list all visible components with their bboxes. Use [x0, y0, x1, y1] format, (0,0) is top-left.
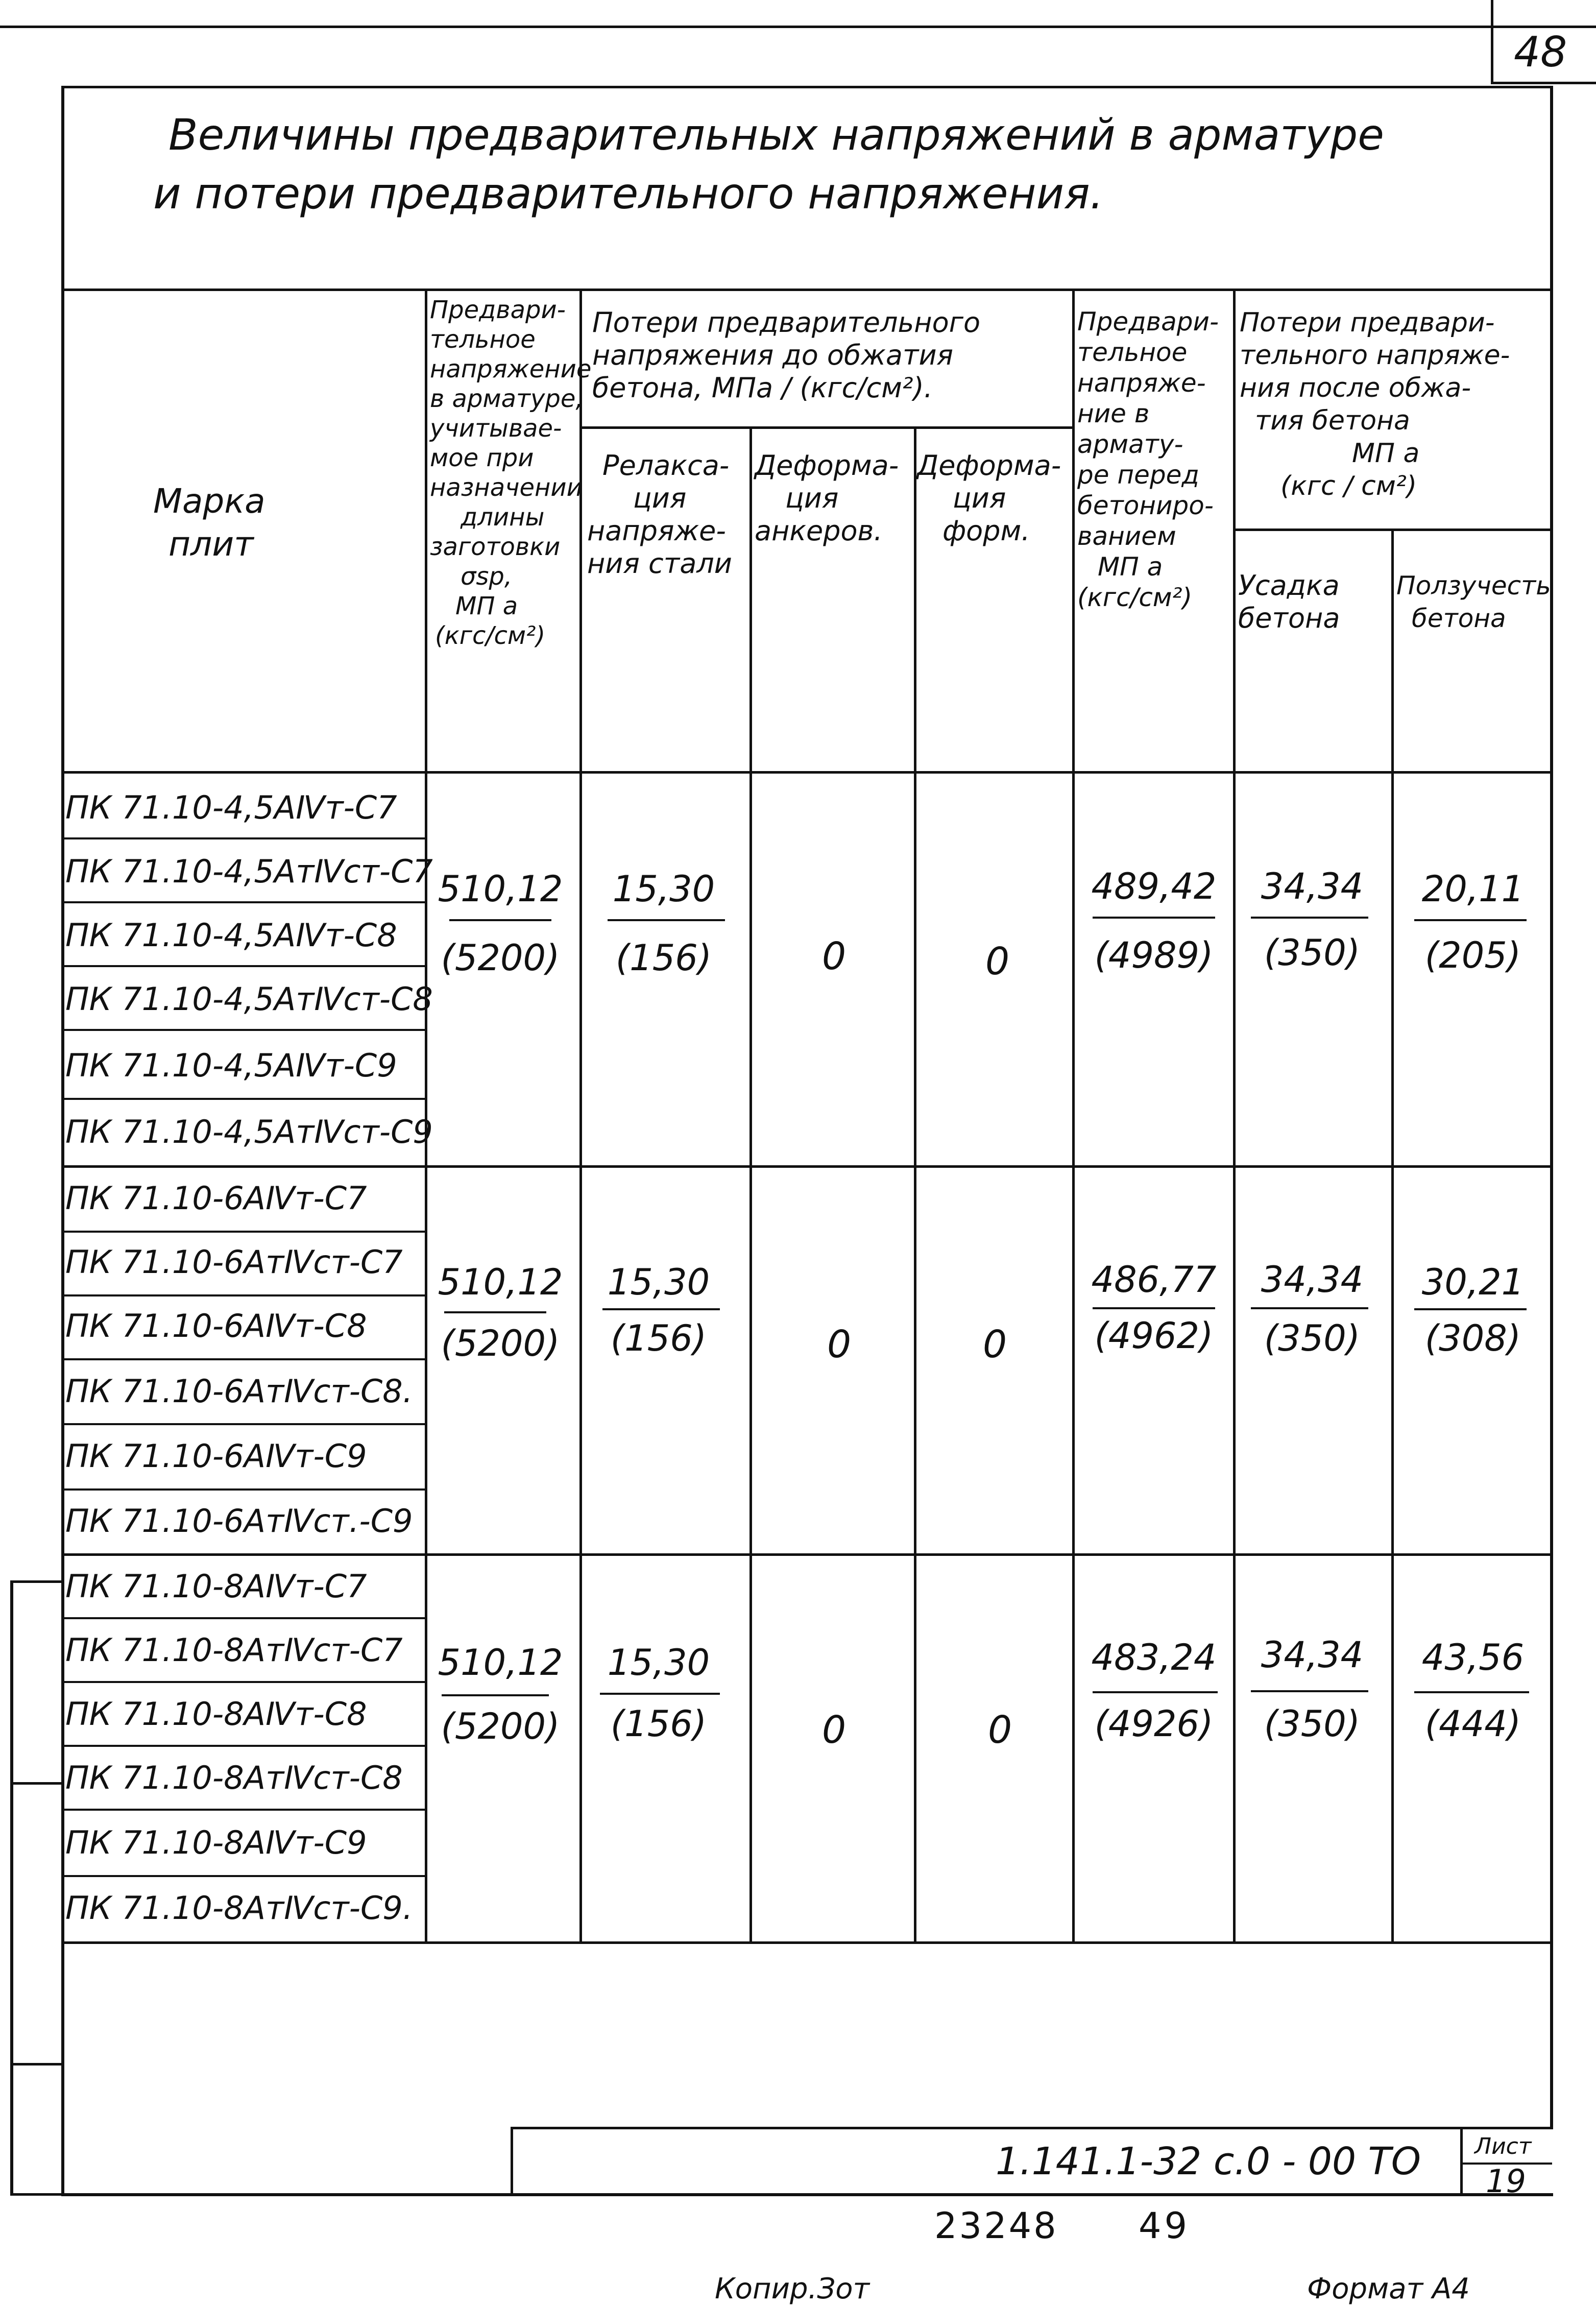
frame-left-lower: [61, 1966, 64, 2196]
header-mark: [153, 480, 265, 566]
g3-shrinkage-mpa: 34,34: [1261, 1634, 1364, 1676]
g1-creep-mpa: 20,11: [1421, 868, 1525, 910]
g1-relax-kgf: (156): [615, 937, 712, 979]
frame-top: [0, 26, 1596, 28]
g1-shrinkage-mpa: 34,34: [1261, 866, 1364, 907]
table-top: [61, 289, 1553, 291]
g3-creep-kgf: (444): [1424, 1703, 1521, 1745]
mark-g3-6: ПК 71.10-8АтⅣст-С9.: [65, 1889, 413, 1927]
mark-g1-4: ПК 71.10-4,5АтⅣст-С8: [65, 980, 433, 1018]
footer-inventory: 23248: [934, 2205, 1058, 2247]
header-anchor-def: Деформа- ция анкеров.: [755, 449, 899, 547]
mark-g1-2: ПК 71.10-4,5АтⅣст-С7: [65, 853, 433, 890]
g3-concreting-kgf: (4926): [1094, 1703, 1214, 1745]
stamp-left: [511, 2127, 513, 2196]
g2-anchor-def: 0: [827, 1323, 852, 1366]
stamp-sheet-number: 19: [1486, 2163, 1526, 2200]
stamp-sheet-label: Лист: [1474, 2133, 1532, 2159]
mark-g3-2: ПК 71.10-8АтⅣст-С7: [65, 1631, 403, 1669]
header-shrinkage: Усадка бетона: [1238, 569, 1340, 634]
mark-g3-4: ПК 71.10-8АтⅣст-С8: [65, 1759, 403, 1796]
header-mark-line2: плит: [168, 524, 254, 564]
frame-right: [1550, 86, 1553, 2128]
mark-g3-1: ПК 71.10-8АⅣт-С7: [65, 1568, 367, 1605]
header-before-concreting: Предвари- тельное напряже- ние в армату- ре перед бетониро- ванием МП а (кгс/см²): [1077, 307, 1219, 612]
g3-form-def: 0: [988, 1708, 1012, 1752]
stamp-code: 1.141.1-32 с.0 - 00 ТО: [996, 2140, 1421, 2183]
g1-relax-mpa: 15,30: [612, 868, 715, 910]
footer-inventory-page: 49: [1139, 2205, 1191, 2247]
g3-anchor-def: 0: [822, 1708, 847, 1752]
mark-g1-1: ПК 71.10-4,5АⅣт-С7: [65, 789, 397, 826]
g3-concreting-mpa: 483,24: [1091, 1637, 1217, 1678]
g1-form-def: 0: [985, 940, 1010, 983]
mark-g2-2: ПК 71.10-6АтⅣст-С7: [65, 1243, 403, 1281]
g3-relax-mpa: 15,30: [607, 1642, 710, 1684]
g2-creep-kgf: (308): [1424, 1317, 1521, 1359]
header-mark-line1: Марка: [153, 482, 265, 521]
g3-creep-mpa: 43,56: [1421, 1637, 1525, 1678]
g2-creep-mpa: 30,21: [1421, 1261, 1525, 1303]
g1-concreting-kgf: (4989): [1094, 934, 1214, 976]
header-losses-before: Потери предварительного напряжения до обжатия бетона, МПа / (кгс/см²).: [592, 306, 981, 404]
g2-concreting-mpa: 486,77: [1091, 1259, 1217, 1301]
g2-prestress-kgf: (5200): [441, 1323, 560, 1364]
mark-g1-5: ПК 71.10-4,5АⅣт-С9: [65, 1047, 397, 1084]
g1-prestress-kgf: (5200): [441, 937, 560, 979]
g2-relax-kgf: (156): [610, 1317, 707, 1359]
g2-shrinkage-kgf: (350): [1264, 1317, 1361, 1359]
g1-shrinkage-kgf: (350): [1264, 932, 1361, 974]
mark-g2-5: ПК 71.10-6АⅣт-С9: [65, 1437, 367, 1475]
mark-g1-6: ПК 71.10-4,5АтⅣст-С9: [65, 1113, 433, 1150]
page-title-line1: Величины предварительных напряжений в арматуре: [168, 110, 1384, 160]
header-creep: Ползучесть бетона: [1396, 571, 1551, 633]
g2-prestress-mpa: 510,12: [438, 1261, 563, 1303]
mark-g2-4: ПК 71.10-6АтⅣст-С8.: [65, 1373, 413, 1410]
frame-title-top: [61, 86, 1553, 88]
page-number: 48: [1514, 28, 1567, 77]
g2-form-def: 0: [983, 1323, 1007, 1366]
g2-relax-mpa: 15,30: [607, 1261, 710, 1303]
header-losses-after: Потери предвари- тельного напряже- ния после обжа- тия бетона МП а (кгс / см²): [1240, 307, 1510, 501]
header-form-def: Деформа- ция форм.: [917, 449, 1061, 547]
mark-g2-1: ПК 71.10-6АⅣт-С7: [65, 1180, 367, 1217]
g1-anchor-def: 0: [822, 934, 847, 978]
g1-prestress-mpa: 510,12: [438, 868, 563, 910]
g1-concreting-mpa: 489,42: [1091, 866, 1217, 907]
frame-bottom: [61, 2193, 1553, 2196]
g2-shrinkage-mpa: 34,34: [1261, 1259, 1364, 1301]
mark-g2-6: ПК 71.10-6АтⅣст.-С9: [65, 1502, 413, 1540]
g2-concreting-kgf: (4962): [1094, 1315, 1214, 1357]
g3-relax-kgf: (156): [610, 1703, 707, 1745]
g3-shrinkage-kgf: (350): [1264, 1703, 1361, 1745]
frame-left: [61, 86, 64, 1970]
header-relaxation: Релакса- ция напряже- ния стали: [587, 449, 732, 580]
mark-g1-3: ПК 71.10-4,5АⅣт-С8: [65, 917, 397, 954]
mark-g3-5: ПК 71.10-8АⅣт-С9: [65, 1824, 367, 1861]
footer-copied: Копир.Зот: [715, 2272, 870, 2305]
g3-prestress-mpa: 510,12: [438, 1642, 563, 1684]
g1-creep-kgf: (205): [1424, 934, 1521, 976]
mark-g2-3: ПК 71.10-6АⅣт-С8: [65, 1307, 367, 1344]
mark-g3-3: ПК 71.10-8АⅣт-С8: [65, 1695, 367, 1733]
g3-prestress-kgf: (5200): [441, 1706, 560, 1747]
header-prestress: Предвари- тельное напряжение в арматуре, учитывае- мое при назначении длины заготовки σsp, МП а (кгс/см²): [430, 296, 592, 650]
stamp-top: [511, 2127, 1553, 2129]
footer-format: Формат А4: [1307, 2272, 1470, 2305]
page-title-line2: и потери предварительного напряжения.: [153, 169, 1104, 219]
